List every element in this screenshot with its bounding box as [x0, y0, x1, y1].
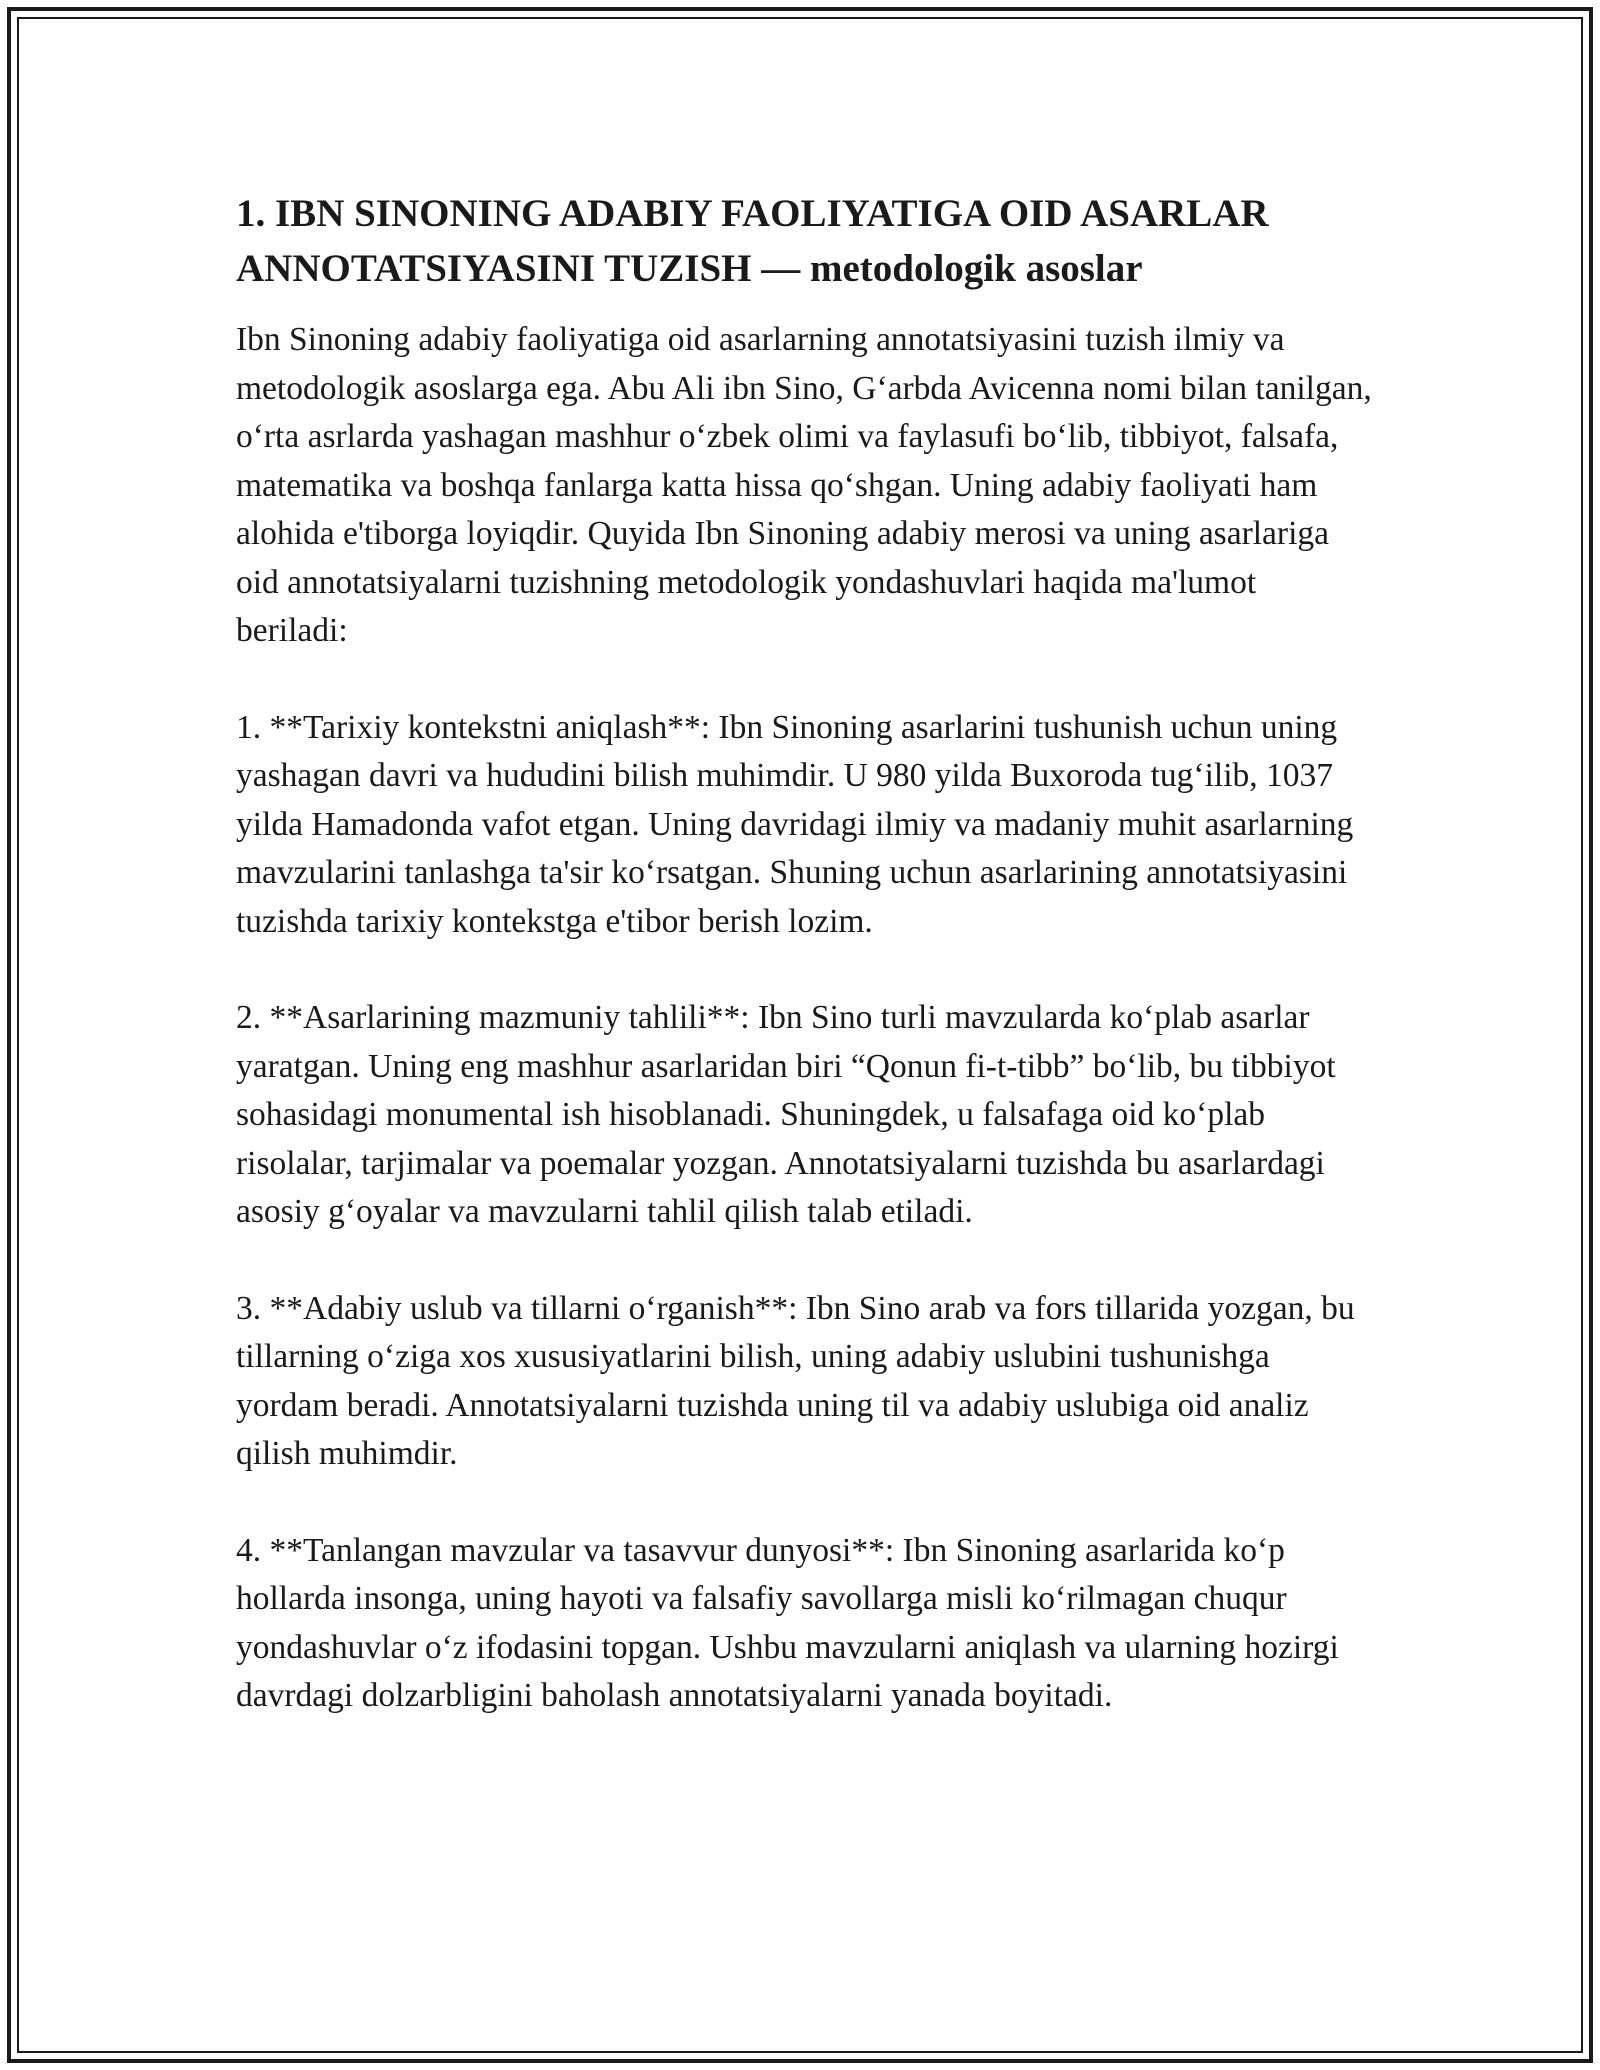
- document-body: [236, 186, 1376, 1769]
- document-title-line-2: ANNOTATSIYASINI TUZISH — metodologik asoslar: [236, 247, 1143, 290]
- document-title-line-1: 1. IBN SINONING ADABIY FAOLIYATIGA OID ASARLAR: [236, 192, 1269, 235]
- paragraph-historical-context: 1. **Tarixiy kontekstni aniqlash**: Ibn Sinoning asarlarini tushunish uchun uning yashagan davri va hududini bilish muhimdir. U 980 yilda Buxoroda tug‘ilib, 1037 yilda Hamadonda vafot etgan. Uning davridagi ilmiy va madaniy muhit asarlarning mavzularini tanlashga ta'sir ko‘rsatgan. Shuning uchun asarlarining annotatsiyasini tuzishda tarixiy kontekstga e'tibor berish lozim.: [236, 708, 1354, 940]
- paragraph-selected-themes: 4. **Tanlangan mavzular va tasavvur dunyosi**: Ibn Sinoning asarlarida ko‘p hollarda insonga, uning hayoti va falsafiy savollarga misli ko‘rilmagan chuqur yondashuvlar o‘z ifodasini topgan. Ushbu mavzularni aniqlash va ularning hozirgi davrdagi dolzarbligini baholash annotatsiyalarni yanada boyitadi.: [236, 1531, 1339, 1714]
- intro-paragraph: Ibn Sinoning adabiy faoliyatiga oid asarlarning annotatsiyasini tuzish ilmiy va metodologik asoslarga ega. Abu Ali ibn Sino, G‘arbda Avicenna nomi bilan tanilgan, o‘rta asrlarda yashagan mashhur o‘zbek olimi va faylasufi bo‘lib, tibbiyot, falsafa, matematika va boshqa fanlarga katta hissa qo‘shgan. Uning adabiy faoliyati ham alohida e'tiborga loyiqdir. Quyida Ibn Sinoning adabiy merosi va uning asarlariga oid annotatsiyalarni tuzishning metodologik yondashuvlari haqida ma'lumot beriladi:: [236, 321, 1372, 649]
- paragraph-content-analysis: 2. **Asarlarining mazmuniy tahlili**: Ibn Sino turli mavzularda ko‘plab asarlar yaratgan. Uning eng mashhur asarlaridan biri “Qonun fi-t-tibb” bo‘lib, bu tibbiyot sohasidagi monumental ish hisoblanadi. Shuningdek, u falsafaga oid ko‘plab risolalar, tarjimalar va poemalar yozgan. Annotatsiyalarni tuzishda bu asarlardagi asosiy g‘oyalar va mavzularni tahlil qilish talab etiladi.: [236, 999, 1336, 1230]
- paragraph-literary-style: 3. **Adabiy uslub va tillarni o‘rganish**: Ibn Sino arab va fors tillarida yozgan, bu tillarning o‘ziga xos xususiyatlarini bilish, uning adabiy uslubini tushunishga yordam beradi. Annotatsiyalarni tuzishda uning til va adabiy uslubiga oid analiz qilish muhimdir.: [236, 1289, 1355, 1472]
- document-title: [236, 186, 1376, 296]
